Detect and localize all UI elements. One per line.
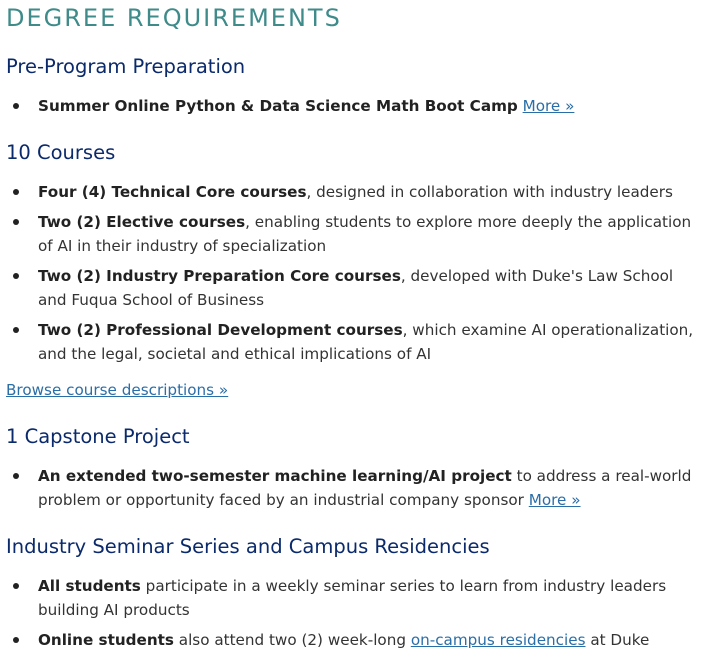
list-item [6, 318, 706, 366]
page-title: DEGREE REQUIREMENTS [6, 4, 342, 32]
item-bold-text: Two (2) Industry Preparation Core courses [38, 267, 401, 285]
bootcamp-more-link[interactable]: More » [522, 97, 575, 115]
seminar-list [6, 574, 706, 658]
list-item [6, 464, 706, 512]
browse-course-descriptions-link[interactable]: Browse course descriptions » [6, 381, 229, 399]
item-text: , enabling students to explore more deeply the application of AI in their industry of specialization [38, 213, 692, 255]
list-item [6, 94, 706, 118]
bullet-icon [13, 273, 19, 279]
item-bold-text: Online students [38, 631, 174, 649]
item-text: , which examine AI operationalization, and the legal, societal and ethical implications of AI [38, 321, 694, 363]
list-item [6, 180, 706, 204]
capstone-list [6, 464, 706, 518]
item-bold-text: Two (2) Professional Development courses [38, 321, 403, 339]
bullet-icon [13, 637, 19, 643]
section-heading-seminar: Industry Seminar Series and Campus Residencies [6, 535, 490, 558]
item-bold-text: Four (4) Technical Core courses [38, 183, 307, 201]
item-text: also attend two (2) week-long [173, 631, 411, 649]
item-bold-text: Two (2) Elective courses [38, 213, 246, 231]
item-bold-text: An extended two-semester machine learning/AI project [38, 467, 512, 485]
bullet-icon [13, 473, 19, 479]
section-heading-capstone: 1 Capstone Project [6, 425, 190, 448]
courses-list [6, 180, 706, 372]
on-campus-residencies-link[interactable]: on-campus residencies [410, 631, 586, 649]
item-text: to address a real-world problem or opportunity faced by an industrial company sponsor [38, 467, 692, 509]
preprogram-list [6, 94, 706, 124]
item-text: , designed in collaboration with industry leaders [306, 183, 673, 201]
item-text-after: at Duke [585, 631, 650, 649]
section-heading-courses: 10 Courses [6, 141, 116, 164]
capstone-more-link[interactable]: More » [528, 491, 581, 509]
bullet-icon [13, 189, 19, 195]
list-item [6, 628, 706, 652]
item-text: , developed with Duke's Law School and Fuqua School of Business [38, 267, 674, 309]
list-item [6, 210, 706, 258]
bullet-icon [13, 583, 19, 589]
item-text: participate in a weekly seminar series to learn from industry leaders building AI products [38, 577, 667, 619]
item-bold-text: Summer Online Python & Data Science Math Boot Camp [38, 97, 518, 115]
bullet-icon [13, 327, 19, 333]
bullet-icon [13, 103, 19, 109]
list-item [6, 264, 706, 312]
list-item [6, 574, 706, 622]
section-heading-preprogram: Pre-Program Preparation [6, 55, 246, 78]
item-bold-text: All students [38, 577, 141, 595]
bullet-icon [13, 219, 19, 225]
